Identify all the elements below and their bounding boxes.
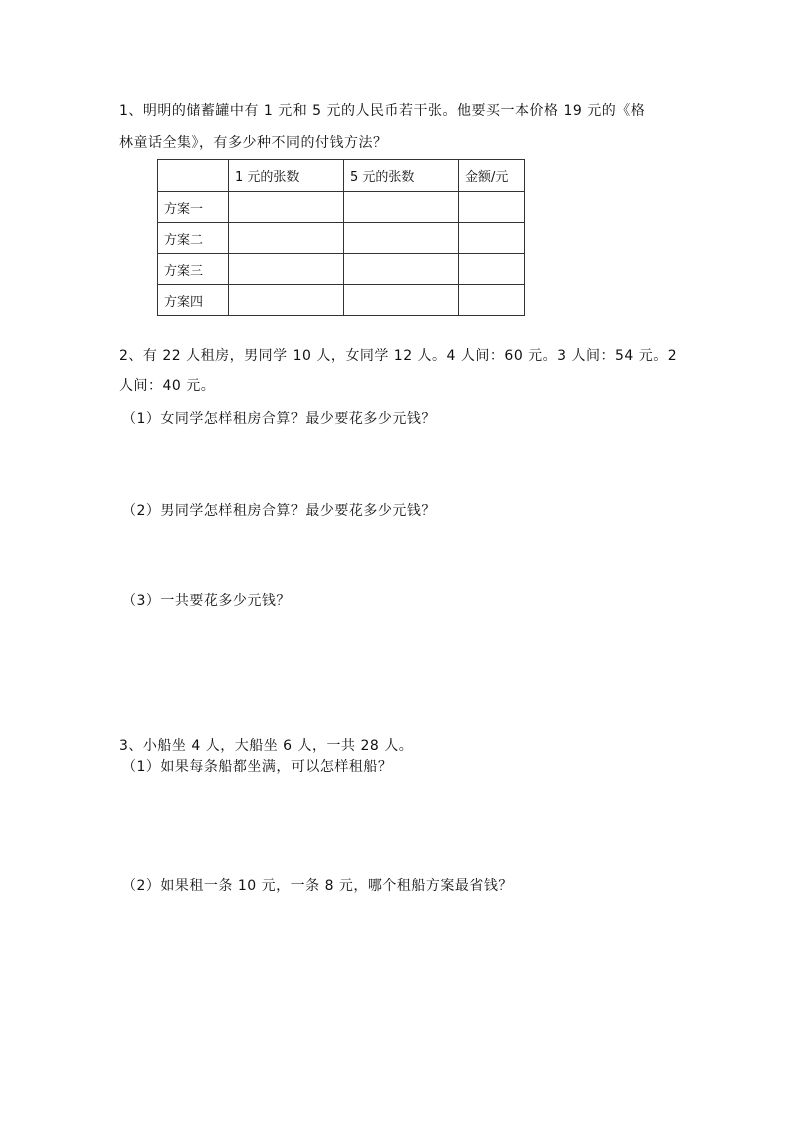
payment-methods-table <box>157 159 525 316</box>
row-label: 方案二 <box>158 223 229 254</box>
table-row <box>158 223 525 254</box>
q1-line-2: 林童话全集》，有多少种不同的付钱方法？ <box>119 135 388 151</box>
table-header-cell <box>158 160 229 192</box>
table-row <box>158 192 525 223</box>
table-header-cell: 金额/元 <box>459 160 525 192</box>
q2-sub-question-1: （1）女同学怎样租房合算？最少要花多少元钱？ <box>122 411 436 427</box>
answer-cell[interactable] <box>229 192 344 223</box>
q2-sub-question-3: （3）一共要花多少元钱？ <box>122 593 291 609</box>
row-label: 方案一 <box>158 192 229 223</box>
q3-sub-question-1: （1）如果每条船都坐满，可以怎样租船？ <box>122 759 393 775</box>
row-label: 方案四 <box>158 285 229 316</box>
answer-cell[interactable] <box>229 285 344 316</box>
answer-cell[interactable] <box>229 254 344 285</box>
q3-line-1: 3、小船坐 4 人，大船坐 6 人，一共 28 人。 <box>119 738 414 754</box>
answer-cell[interactable] <box>344 254 459 285</box>
answer-cell[interactable] <box>229 223 344 254</box>
answer-cell[interactable] <box>459 254 525 285</box>
answer-cell[interactable] <box>459 223 525 254</box>
table-header-cell: 5 元的张数 <box>344 160 459 192</box>
q3-sub-question-2: （2）如果租一条 10 元，一条 8 元，哪个租船方案最省钱？ <box>122 878 513 894</box>
q2-line-2: 人间：40 元。 <box>119 378 216 394</box>
table-header-cell: 1 元的张数 <box>229 160 344 192</box>
answer-cell[interactable] <box>344 192 459 223</box>
answer-cell[interactable] <box>459 285 525 316</box>
table-header-row <box>158 160 525 192</box>
table-row <box>158 285 525 316</box>
table-row <box>158 254 525 285</box>
q2-sub-question-2: （2）男同学怎样租房合算？最少要花多少元钱？ <box>122 503 436 519</box>
answer-cell[interactable] <box>344 285 459 316</box>
answer-cell[interactable] <box>344 223 459 254</box>
q1-line-1: 1、明明的储蓄罐中有 1 元和 5 元的人民币若干张。他要买一本价格 19 元的《格 <box>119 103 646 119</box>
row-label: 方案三 <box>158 254 229 285</box>
q2-line-1: 2、有 22 人租房，男同学 10 人，女同学 12 人。4 人间：60 元。3 人间：54 元。2 <box>119 348 678 364</box>
answer-cell[interactable] <box>459 192 525 223</box>
